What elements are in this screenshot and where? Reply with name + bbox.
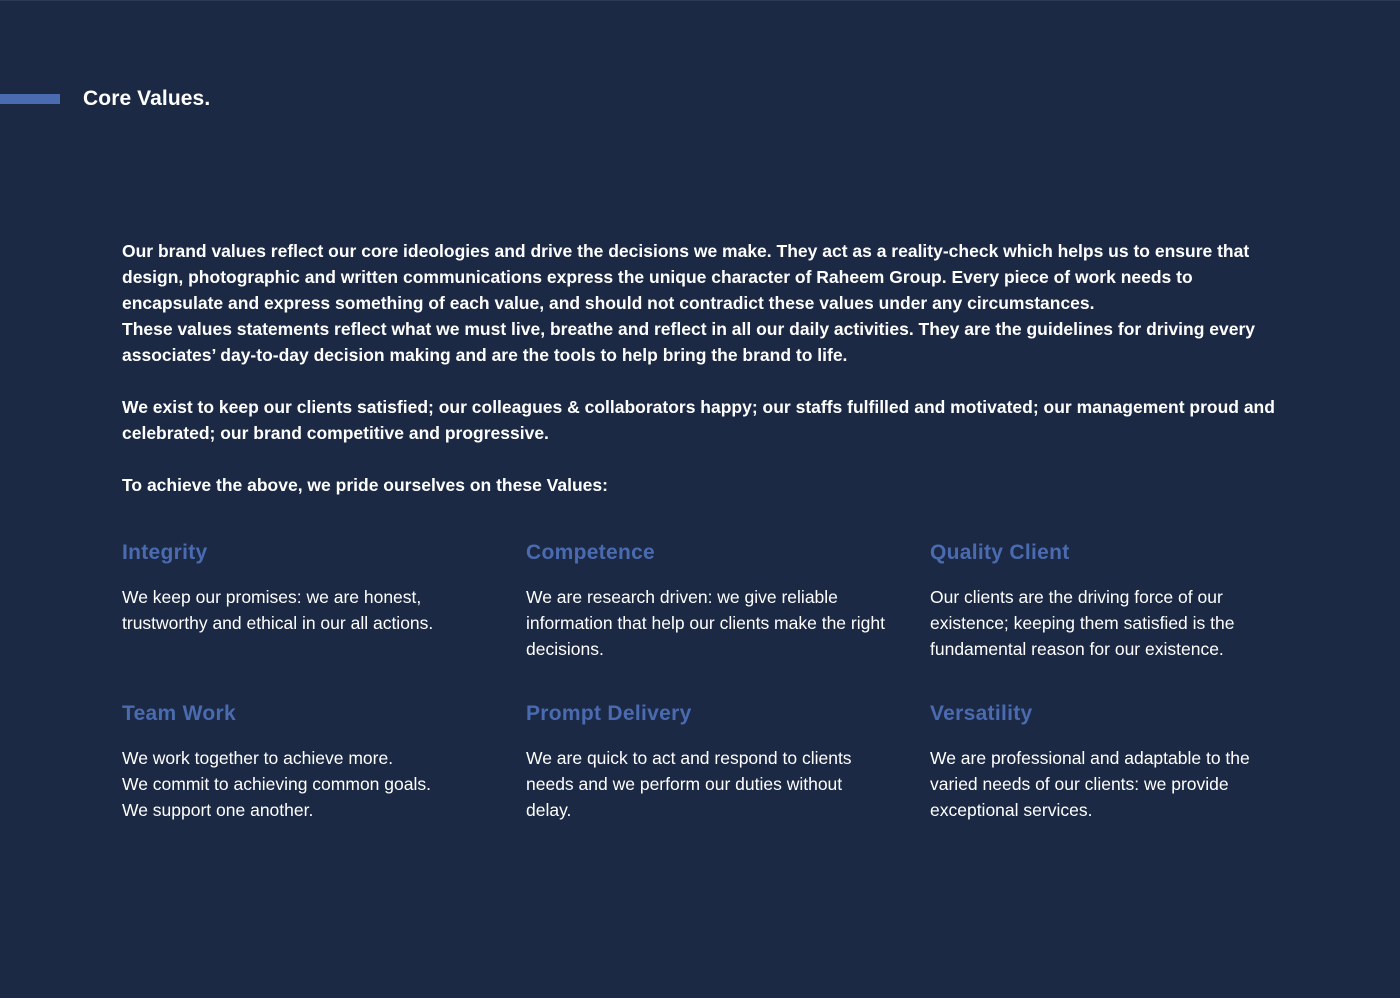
value-title: Versatility (930, 702, 1033, 725)
intro-paragraph: Our brand values reflect our core ideologies and drive the decisions we make. They act as a reality-check which helps us to ensure that design, photographic and written communications express the unique character of Raheem Group. Every piece of work needs to encapsulate and express something of each value, and should not contradict these values under any circumstances. (122, 241, 1250, 313)
value-quality-client (930, 539, 1290, 662)
value-title: Prompt Delivery (526, 702, 692, 725)
value-competence (526, 539, 886, 662)
value-title: Team Work (122, 702, 236, 725)
value-description: We are professional and adaptable to the varied needs of our clients: we provide exceptional services. (930, 748, 1250, 820)
accent-bar (0, 94, 60, 104)
value-description: Our clients are the driving force of our existence; keeping them satisfied is the fundamental reason for our existence. (930, 587, 1235, 659)
value-title: Integrity (122, 541, 208, 564)
value-description: We are research driven: we give reliable information that help our clients make the right decisions. (526, 587, 885, 659)
intro-paragraph: These values statements reflect what we must live, breathe and reflect in all our daily activities. They are the guidelines for driving every associates’ day-to-day decision making and are the tools to help bring the brand to life. (122, 319, 1256, 365)
value-description: We are quick to act and respond to clients needs and we perform our duties without delay. (526, 748, 852, 820)
value-title: Quality Client (930, 541, 1070, 564)
page-title: Core Values. (83, 87, 211, 110)
intro-text (122, 238, 1282, 498)
mission-statement: We exist to keep our clients satisfied; our colleagues & collaborators happy; our staffs fulfilled and motivated; our management proud and celebrated; our brand competitive and progressive. (122, 397, 1275, 443)
value-integrity (122, 539, 482, 636)
values-lead-in: To achieve the above, we pride ourselves on these Values: (122, 475, 608, 495)
value-title: Competence (526, 541, 656, 564)
value-prompt-delivery (526, 700, 886, 823)
top-divider (0, 0, 1400, 1)
value-team-work (122, 700, 482, 823)
value-description: We work together to achieve more. We commit to achieving common goals. We support one another. (122, 748, 431, 820)
value-description: We keep our promises: we are honest, trustworthy and ethical in our all actions. (122, 587, 434, 633)
value-versatility (930, 700, 1290, 823)
